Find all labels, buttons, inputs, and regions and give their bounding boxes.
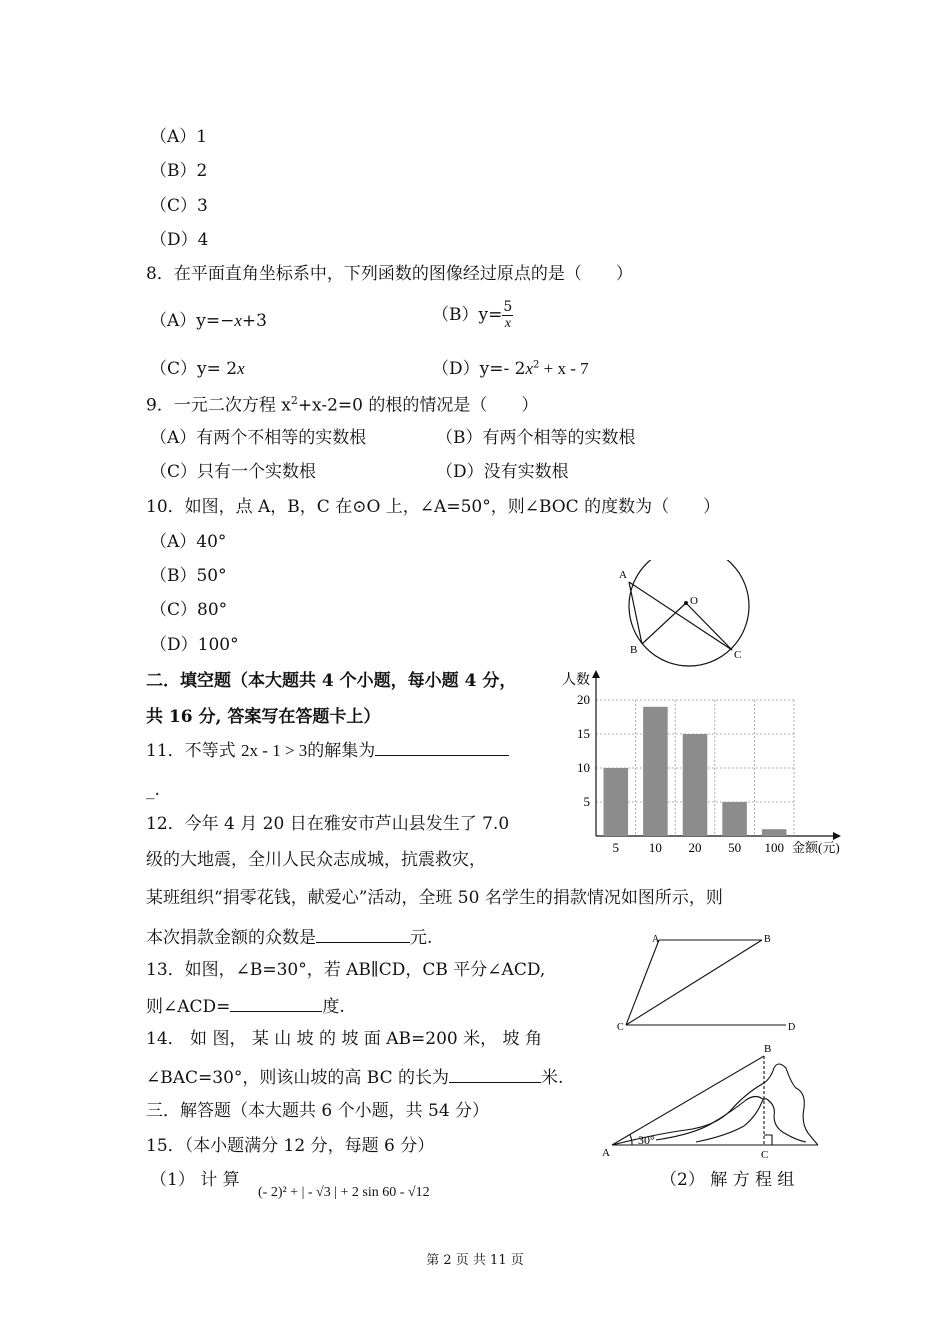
- chart-xtick: 50: [728, 840, 742, 855]
- fig13-label-b: B: [764, 934, 771, 945]
- q10-option-a: （A）40°: [150, 532, 227, 552]
- q9-option-d: （D）没有实数根: [436, 462, 569, 482]
- q8-option-a: （A）y=−x+3: [150, 311, 267, 331]
- q15-stem: 15．（本小题满分 12 分，每题 6 分）: [146, 1136, 435, 1156]
- q7-option-a: （A）1: [150, 127, 208, 147]
- q9-option-b: （B）有两个相等的实数根: [436, 428, 636, 448]
- q15-part2: （2） 解 方 程 组: [660, 1170, 795, 1190]
- slope-figure: [596, 1038, 824, 1160]
- q15-part1-expression: (- 2)² + | - √3 | + 2 sin 60 - √12: [258, 1185, 430, 1200]
- chart-bar-20: [683, 734, 708, 836]
- chart-bar-50: [722, 802, 747, 836]
- q11-line: 11．不等式 2x - 1 > 3的解集为: [146, 741, 509, 760]
- q7-option-b: （B）2: [150, 161, 208, 181]
- q9-option-c: （C）只有一个实数根: [150, 462, 317, 482]
- q14-line1: 14． 如 图， 某 山 坡 的 坡 面 AB=200 米， 坡 角: [146, 1029, 542, 1049]
- parallel-lines-figure: [614, 930, 804, 1034]
- fig13-label-c: C: [617, 1022, 624, 1033]
- fig13-label-a: A: [652, 934, 660, 945]
- q10-option-d: （D）100°: [150, 635, 239, 655]
- fig14-label-angle: 30°: [638, 1133, 655, 1147]
- fig10-label-b: B: [630, 644, 638, 656]
- q7-option-c: （C）3: [150, 196, 208, 216]
- chart-xlabel: 金额(元): [792, 840, 840, 855]
- section2-title-line1: 二．填空题（本大题共 4 个小题，每小题 4 分，: [146, 671, 517, 691]
- q8-option-d: （D）y=- $2x^2 + x - 7$: [432, 359, 589, 379]
- q10-option-c: （C）80°: [150, 600, 228, 620]
- fig14-label-b: B: [764, 1043, 772, 1055]
- q12-line3: 某班组织“捐零花钱，献爱心”活动，全班 50 名学生的捐款情况如图所示，则: [146, 888, 723, 908]
- chart-xtick: 5: [612, 840, 620, 855]
- chart-ylabel: 人数: [562, 673, 590, 688]
- section3-title: 三．解答题（本大题共 6 个小题，共 54 分）: [146, 1101, 490, 1121]
- fig13-label-d: D: [788, 1022, 796, 1033]
- fig10-label-c: C: [734, 649, 742, 661]
- q8-option-b: （B）y= $\frac{5}{x}$: [432, 299, 513, 331]
- chart-xtick: 100: [764, 840, 784, 855]
- q13-line1: 13．如图，∠B=30°，若 AB∥CD，CB 平分∠ACD,: [146, 960, 546, 980]
- chart-xtick: 20: [688, 840, 702, 855]
- q10-stem: 10．如图，点 A，B，C 在⊙O 上，∠A=50°，则∠BOC 的度数为（ ）: [146, 497, 721, 517]
- fig14-label-c: C: [761, 1149, 769, 1160]
- chart-ytick: 10: [577, 760, 590, 775]
- section2-title-line2: 共 16 分, 答案写在答题卡上）: [146, 707, 381, 727]
- page-footer: 第 2 页 共 11 页: [426, 1253, 524, 1268]
- q12-line4: 本次捐款金额的众数是 元.: [146, 928, 433, 948]
- q9-stem: 9．一元二次方程 $x^2+x-2=0$ 的根的情况是（ ）: [146, 394, 539, 416]
- chart-ytick: 5: [583, 794, 590, 809]
- chart-ytick: 15: [577, 726, 590, 741]
- q7-option-d: （D）4: [150, 230, 209, 250]
- chart-ytick: 20: [577, 692, 590, 707]
- q15-part1: （1） 计 算: [150, 1170, 240, 1190]
- q8-option-c: （C）y= 2x: [150, 359, 245, 379]
- chart-xtick: 10: [648, 840, 662, 855]
- q8-stem: 8．在平面直角坐标系中，下列函数的图像经过原点的是（ ）: [146, 264, 633, 284]
- q12-line1: 12．今年 4 月 20 日在雅安市芦山县发生了 7.0: [146, 814, 510, 834]
- chart-bar-10: [643, 707, 668, 836]
- donation-bar-chart: [558, 664, 853, 860]
- fig10-label-a: A: [619, 569, 627, 581]
- q10-option-b: （B）50°: [150, 566, 227, 586]
- fig14-label-a: A: [602, 1147, 610, 1159]
- q9-option-a: （A）有两个不相等的实数根: [150, 428, 367, 448]
- circle-figure: [610, 560, 760, 670]
- fig10-label-o: O: [690, 595, 698, 607]
- chart-bar-100: [762, 829, 787, 836]
- chart-bar-5: [604, 768, 629, 836]
- q13-line2: 则∠ACD= 度.: [146, 997, 345, 1017]
- q12-line2: 级的大地震，全川人民众志成城，抗震救灾，: [146, 850, 486, 870]
- q14-line2: ∠BAC=30°，则该山坡的高 BC 的长为 米.: [146, 1068, 564, 1088]
- q11-tail: _.: [146, 780, 160, 800]
